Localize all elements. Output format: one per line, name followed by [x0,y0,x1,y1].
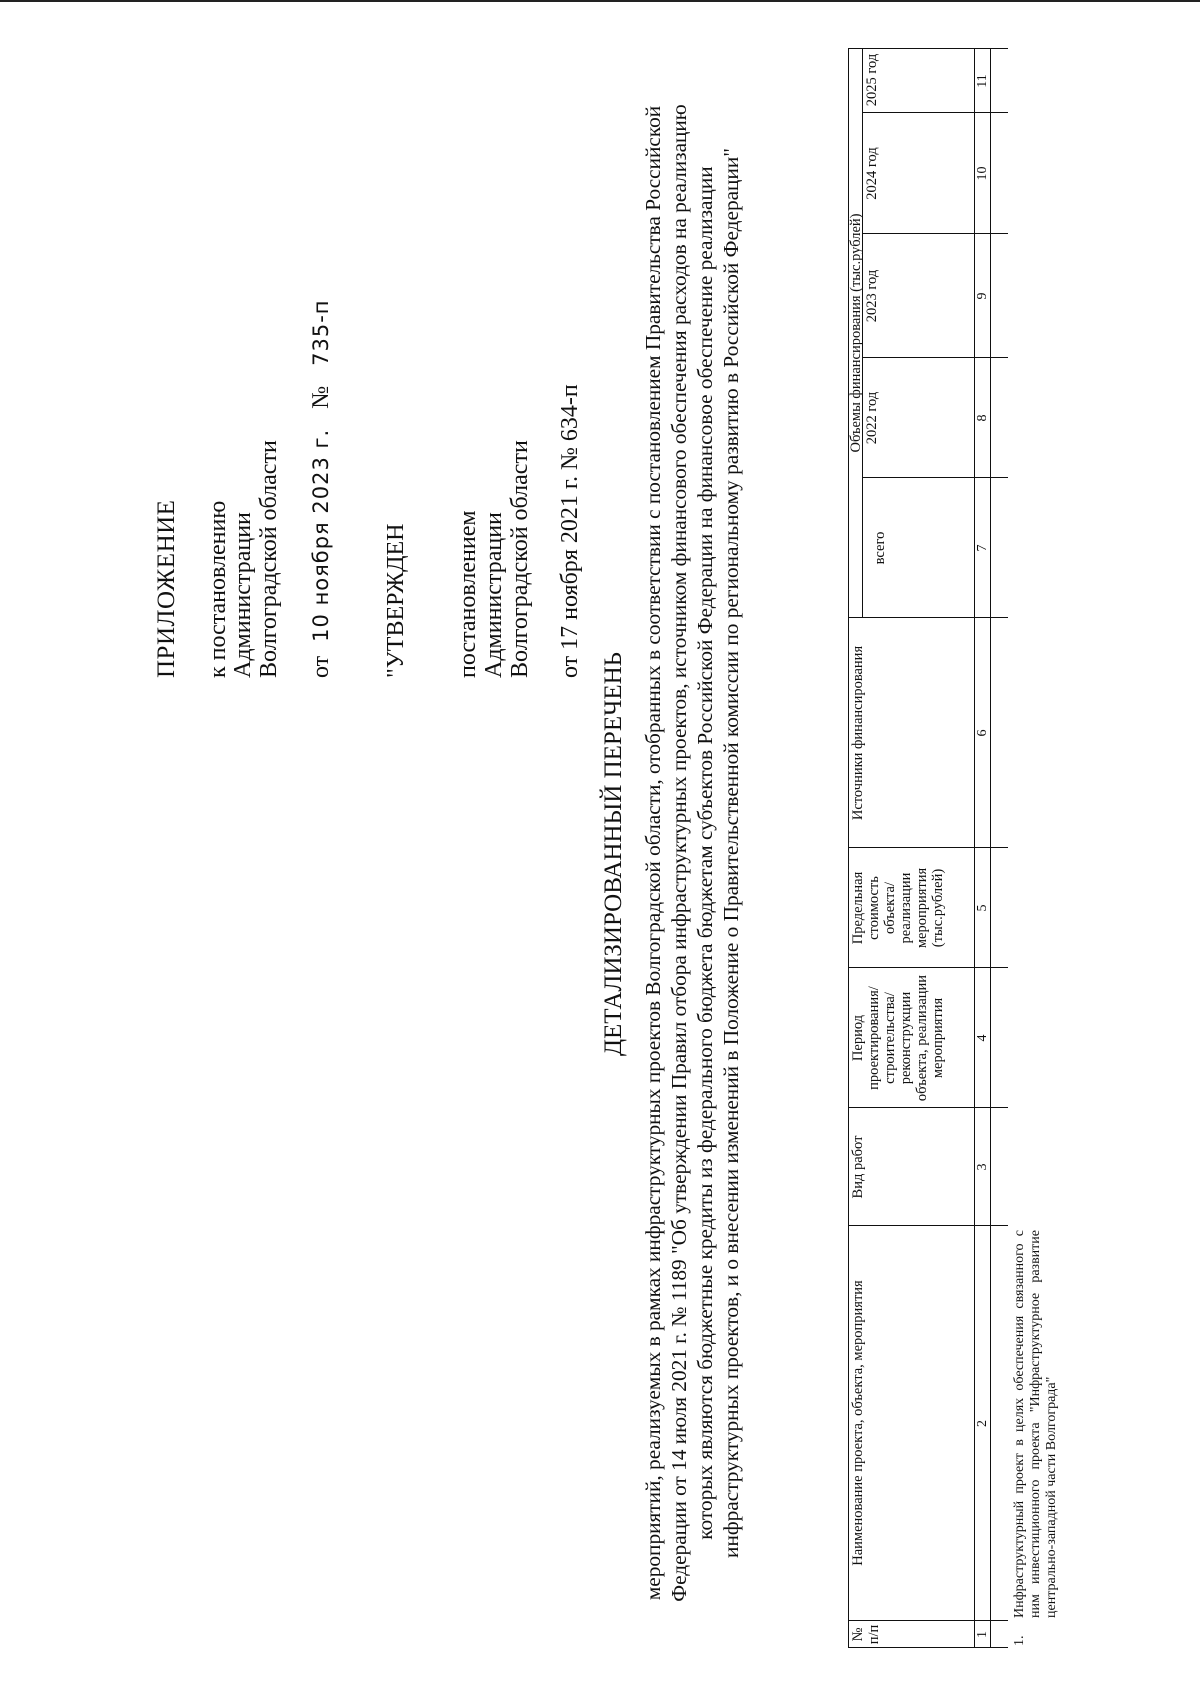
approved-date: от 17 ноября 2021 г. № 634-п [557,384,583,678]
header-total: всего [872,531,888,565]
header-name: Наименование проекта, объекта, мероприятия [850,1280,866,1566]
column-number: 3 [975,1163,990,1171]
header-2022: 2022 год [864,391,880,445]
appendix-title: ПРИЛОЖЕНИЕ [153,499,180,678]
document-subtitle: мероприятий, реализуемых в рамках инфраструктурных проектов Волгоградской области, отобранных в соответствии с постановлением Правительства Российской Федерации от 14 июля 2021 г. № 1189 "Об утверждении Правил отбора инфраструктурных проектов, источником финансового обеспечения расходов на реализацию которых являются бюджетные кредиты из федерального бюджета бюджетам субъектов Российской Федерации на финансовое обеспечение реализации инфраструктурных проектов, и о внесении изменений в Положение о Правительственной комиссии по региональному развитию в Российской Федерации" [641,104,743,1602]
column-number: 1 [975,1631,990,1638]
column-number: 6 [975,729,990,737]
column-number: 10 [975,166,990,181]
stamp-administration: Администрации [230,512,256,678]
header-work-type: Вид работ [850,1135,866,1199]
approved-decree: постановлением [455,510,481,678]
header-funding-group: Объемы финансирования (тыс.рублей) [848,213,864,453]
stamp-number-handwritten: 735-п [309,299,333,366]
row-number: 1. [1012,1635,1027,1646]
approved-title: "УТВЕРЖДЕН [383,523,409,678]
approved-administration: Администрации [481,512,507,678]
column-number: 2 [975,1420,990,1427]
row-project-name: Инфраструктурный проект в целях обеспечения связанного с ним инвестиционного проекта "Инфраструктурное развитие центрально-западной части Волгограда" [1012,1230,1059,1618]
stamp-date-line [308,300,335,679]
header-num: № п/п [850,1624,882,1645]
column-number: 8 [975,414,990,422]
stamp-region: Волгоградской области [256,440,282,678]
header-2023: 2023 год [864,269,880,323]
document-title: ДЕТАЛИЗИРОВАННЫЙ ПЕРЕЧЕНЬ [600,651,627,1057]
header-period: Период проектирования/ строительства/ реконструкции объекта, реализации мероприятия [850,974,946,1102]
funding-table [848,48,1010,1648]
header-2024: 2024 год [864,147,880,200]
approved-region: Волгоградской области [507,440,533,678]
column-number: 5 [975,904,990,912]
stamp-date-handwritten: 10 ноября 2023 г. [309,428,333,642]
header-sources: Источники финансирования [850,645,866,821]
header-max-cost: Предельная стоимость объекта/ реализации мероприятия (тыс.рублей) [850,867,946,949]
stamp-number-sign: № [308,385,334,409]
column-number: 7 [975,544,990,552]
column-number: 4 [975,1034,990,1042]
column-number: 9 [975,292,990,300]
stamp-to-decree: к постановлению [205,500,231,678]
header-2025: 2025 год [864,53,880,107]
stamp-date-prefix: от [308,655,334,678]
column-number: 11 [975,74,990,88]
